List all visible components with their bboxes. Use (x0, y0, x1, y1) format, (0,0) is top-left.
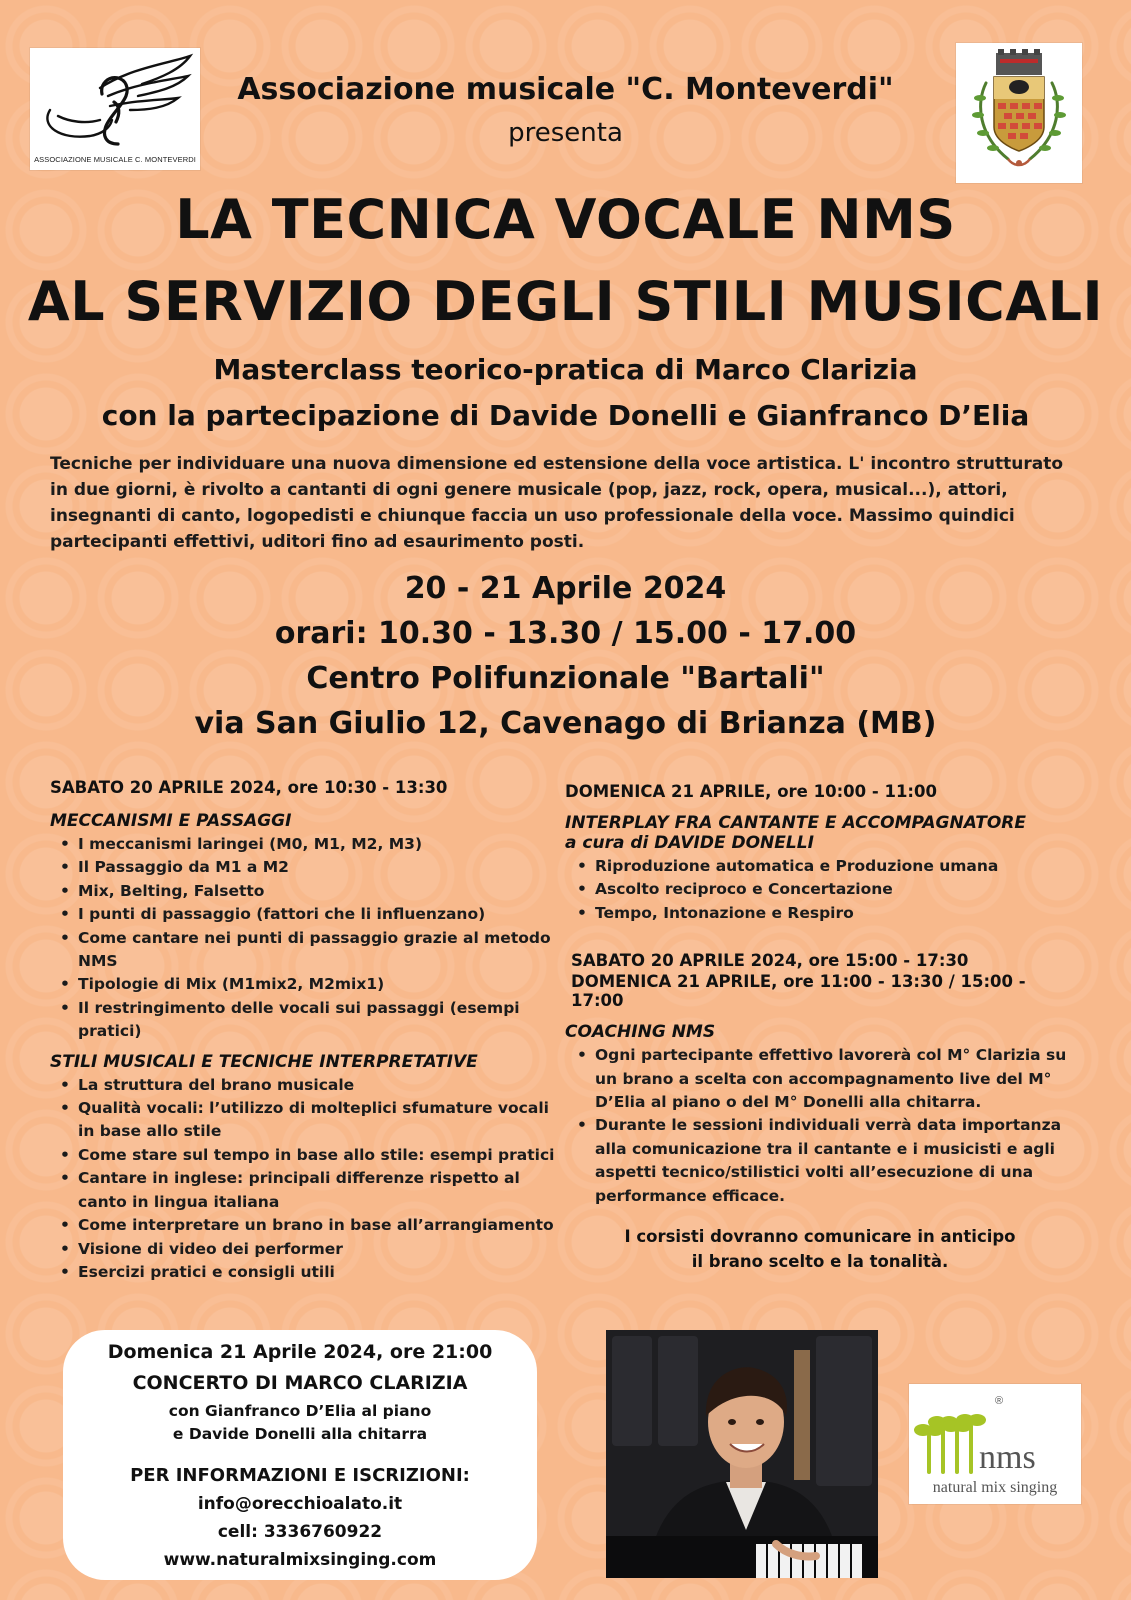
subtitle-line2: con la partecipazione di Davide Donelli e Gianfranco D’Elia (101, 399, 1030, 432)
main-title-line2: AL SERVIZIO DEGLI STILI MUSICALI (27, 270, 1104, 333)
list-item: • Ascolto reciproco e Concertazione (565, 878, 1075, 901)
nms-logo (909, 1384, 1081, 1504)
section-coaching-list (565, 1044, 1075, 1208)
info-email[interactable]: info@orecchioalato.it (197, 1494, 403, 1514)
section-coaching-title: COACHING NMS (565, 1022, 716, 1043)
nms-sprout-icon (909, 1384, 1081, 1504)
list-item: • I meccanismi laringei (M0, M1, M2, M3) (48, 833, 558, 856)
event-address: via San Giulio 12, Cavenago di Brianza (MB) (194, 706, 937, 741)
list-item: • Esercizi pratici e consigli utili (48, 1261, 558, 1284)
info-title: PER INFORMAZIONI E ISCRIZIONI: (130, 1465, 470, 1486)
coaching-session-line1: SABATO 20 APRILE 2024, ore 15:00 - 17:30 (571, 951, 969, 971)
repertoire-note-line1: I corsisti dovranno comunicare in anticipo (624, 1227, 1016, 1247)
nms-logo-tagline: natural mix singing (932, 1479, 1058, 1496)
section-meccanismi-list (48, 833, 558, 1044)
nms-logo-name: nms (979, 1439, 1036, 1476)
section-stili-title: STILI MUSICALI E TECNICHE INTERPRETATIVE (50, 1051, 478, 1072)
list-item: • Come interpretare un brano in base all’arrangiamento (48, 1214, 558, 1237)
list-item: • Mix, Belting, Falsetto (48, 880, 558, 903)
intro-paragraph: Tecniche per individuare una nuova dimensione ed estensione della voce artistica. L' incontro strutturato in due giorni, è rivolto a cantanti di ogni genere musicale (pop, jazz, rock, opera, musical...), attori, insegnanti di canto, logopedisti e chiunque faccia un uso professionale della voce. Massimo quindici partecipanti effettivi, uditori fino ad esaurimento posti. (50, 454, 1064, 552)
main-title-line1: LA TECNICA VOCALE NMS (175, 188, 956, 251)
list-item: • Riproduzione automatica e Produzione umana (565, 855, 1075, 878)
section-stili-list (48, 1074, 558, 1285)
event-date: 20 - 21 Aprile 2024 (404, 571, 727, 606)
subtitle-line1: Masterclass teorico-pratica di Marco Clarizia (213, 353, 918, 386)
nms-registered-mark: ® (995, 1395, 1004, 1407)
list-item: • Il restringimento delle vocali sui passaggi (esempi pratici) (48, 997, 558, 1044)
concert-title: CONCERTO DI MARCO CLARIZIA (132, 1372, 468, 1394)
list-item: • Il Passaggio da M1 a M2 (48, 856, 558, 879)
list-item: • Durante le sessioni individuali verrà data importanza alla comunicazione tra il cantante e i musicisti e agli aspetti tecnico/stilistici volti all’esecuzione di una performance efficace. (565, 1114, 1075, 1208)
list-item: • Ogni partecipante effettivo lavorerà col M° Clarizia su un brano a scelta con accompagnamento live del M° D’Elia al piano o del M° Donelli alla chitarra. (565, 1044, 1075, 1114)
section-interplay-curator: a cura di DAVIDE DONELLI (565, 833, 814, 853)
monteverdi-logo (30, 48, 200, 170)
list-item: • Cantare in inglese: principali differenze rispetto al canto in lingua italiana (48, 1167, 558, 1214)
presents-label: presenta (508, 118, 623, 148)
saturday-morning-session: SABATO 20 APRILE 2024, ore 10:30 - 13:30 (50, 778, 448, 797)
performer-photo-icon (606, 1330, 878, 1578)
left-program-column (48, 778, 558, 1284)
sunday-morning-session: DOMENICA 21 APRILE, ore 10:00 - 11:00 (565, 782, 937, 801)
concert-line1: con Gianfranco D’Elia al piano (168, 1402, 432, 1420)
repertoire-note (565, 1224, 1075, 1274)
info-phone[interactable]: cell: 3336760922 (217, 1522, 383, 1542)
list-item: • La struttura del brano musicale (48, 1074, 558, 1097)
concert-line2: e Davide Donelli alla chitarra (172, 1425, 428, 1443)
event-hours: orari: 10.30 - 13.30 / 15.00 - 17.00 (274, 616, 857, 651)
section-meccanismi-title: MECCANISMI E PASSAGGI (50, 811, 292, 831)
coaching-session-line2: DOMENICA 21 APRILE, ore 11:00 - 13:30 / 15:00 - 17:00 (571, 972, 1026, 1011)
repertoire-note-line2: il brano scelto e la tonalità. (691, 1252, 949, 1272)
list-item: • Tipologie di Mix (M1mix2, M2mix1) (48, 973, 558, 996)
list-item: • Visione di video dei performer (48, 1238, 558, 1261)
section-interplay-list (565, 855, 1075, 925)
performer-photo (606, 1330, 878, 1578)
association-name: Associazione musicale "C. Monteverdi" (237, 72, 894, 107)
section-interplay-title: INTERPLAY FRA CANTANTE E ACCOMPAGNATORE (565, 813, 1027, 833)
concert-date: Domenica 21 Aprile 2024, ore 21:00 (107, 1341, 493, 1363)
list-item: • Qualità vocali: l’utilizzo di molteplici sfumature vocali in base allo stile (48, 1097, 558, 1144)
info-website[interactable]: www.naturalmixsinging.com (163, 1550, 437, 1570)
list-item: • I punti di passaggio (fattori che li influenzano) (48, 903, 558, 926)
municipal-crest-logo (956, 43, 1082, 183)
concert-info-box (63, 1330, 537, 1580)
right-program-column (565, 782, 1075, 1274)
event-venue: Centro Polifunzionale "Bartali" (306, 661, 825, 696)
list-item: • Come cantare nei punti di passaggio grazie al metodo NMS (48, 927, 558, 974)
list-item: • Tempo, Intonazione e Respiro (565, 902, 1075, 925)
monteverdi-logo-caption: ASSOCIAZIONE MUSICALE C. MONTEVERDI (34, 155, 196, 164)
list-item: • Come stare sul tempo in base allo stile: esempi pratici (48, 1144, 558, 1167)
crest-icon (956, 43, 1082, 183)
